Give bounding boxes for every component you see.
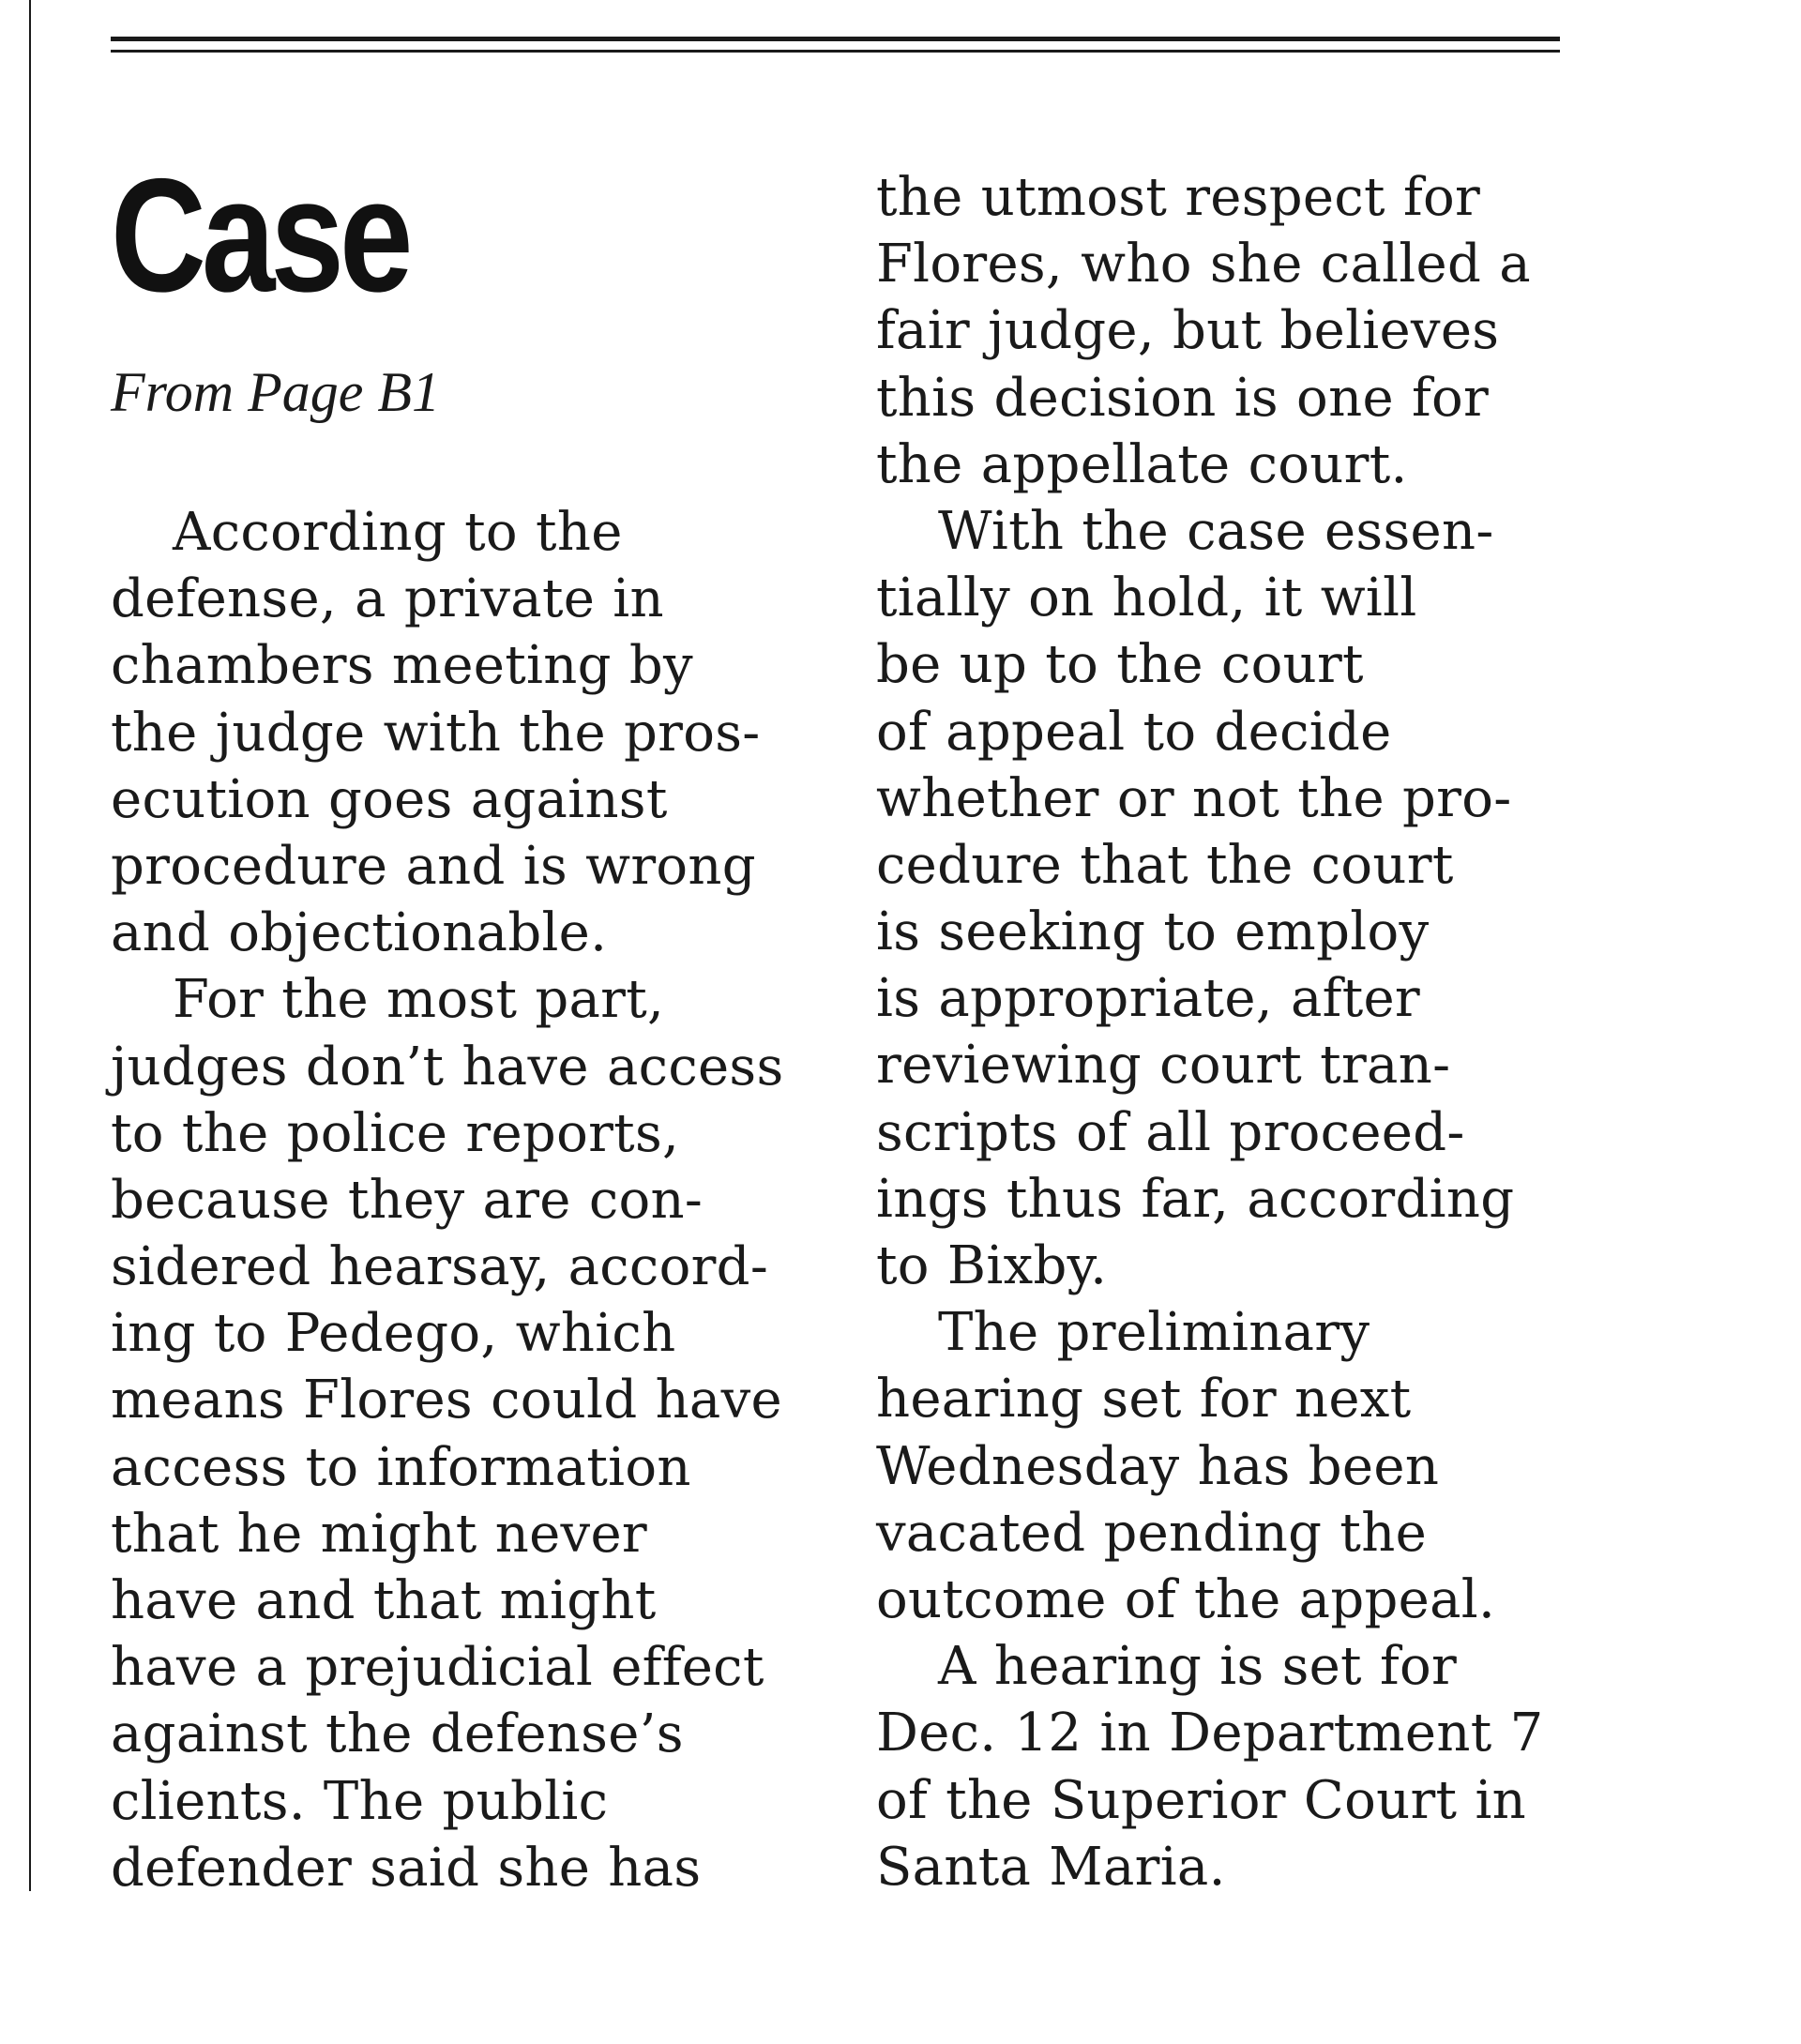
text-line: sidered hearsay, accord- (111, 1236, 769, 1298)
text-line: and objectionable. (111, 902, 608, 964)
text-line: Wednesday has been (876, 1435, 1440, 1497)
text-line: ecution goes against (111, 768, 668, 830)
text-line: means Flores could have (111, 1370, 782, 1431)
text-line: of appeal to decide (876, 701, 1392, 763)
text-line: ings thus far, according (876, 1168, 1515, 1230)
text-line: because they are con- (111, 1169, 704, 1231)
text-line: the appellate court. (876, 433, 1408, 495)
text-line: fair judge, but believes (876, 300, 1500, 362)
right-column-text (876, 164, 1544, 1900)
text-line: have and that might (111, 1570, 657, 1631)
text-line: the judge with the pros- (111, 702, 761, 764)
text-line: to the police reports, (111, 1102, 680, 1164)
headline: Case (111, 145, 409, 326)
text-line: Santa Maria. (876, 1836, 1226, 1898)
text-line: Dec. 12 in Department 7 (876, 1703, 1544, 1764)
text-line: Flores, who she called a (876, 234, 1531, 295)
text-line: With the case essen- (938, 500, 1494, 562)
text-line: defender said she has (111, 1837, 702, 1899)
top-rule-thin (111, 50, 1560, 53)
top-rule-thick (111, 37, 1560, 41)
text-line: vacated pending the (876, 1502, 1428, 1564)
text-line: access to information (111, 1436, 691, 1498)
left-column-text (111, 499, 784, 1901)
text-line: the utmost respect for (876, 167, 1481, 228)
text-line: defense, a private in (111, 568, 664, 630)
text-line: against the defense’s (111, 1703, 684, 1765)
text-line: outcome of the appeal. (876, 1568, 1496, 1630)
text-line: have a prejudicial effect (111, 1637, 764, 1699)
text-line: chambers meeting by (111, 635, 693, 697)
text-line: is appropriate, after (876, 968, 1421, 1030)
text-line: ing to Pedego, which (111, 1303, 676, 1365)
text-line: judges don’t have access (111, 1036, 784, 1098)
text-line: is seeking to employ (876, 901, 1430, 963)
jump-line: From Page B1 (111, 361, 441, 423)
text-line: According to the (173, 502, 623, 563)
text-line: procedure and is wrong (111, 835, 756, 897)
text-line: cedure that the court (876, 834, 1454, 896)
text-line: reviewing court tran- (876, 1035, 1451, 1097)
text-line: whether or not the pro- (876, 767, 1512, 829)
text-line: For the most part, (173, 969, 665, 1031)
text-line: The preliminary (938, 1302, 1370, 1364)
text-line: tially on hold, it will (876, 568, 1417, 629)
text-line: that he might never (111, 1503, 647, 1565)
text-line: be up to the court (876, 634, 1364, 696)
text-line: this decision is one for (876, 367, 1490, 429)
text-line: clients. The public (111, 1770, 609, 1832)
text-line: A hearing is set for (938, 1636, 1458, 1698)
text-line: to Bixby. (876, 1235, 1108, 1296)
text-line: hearing set for next (876, 1369, 1412, 1431)
text-line: scripts of all proceed- (876, 1101, 1465, 1163)
text-line: of the Superior Court in (876, 1769, 1527, 1831)
left-margin-rule (29, 0, 31, 1891)
